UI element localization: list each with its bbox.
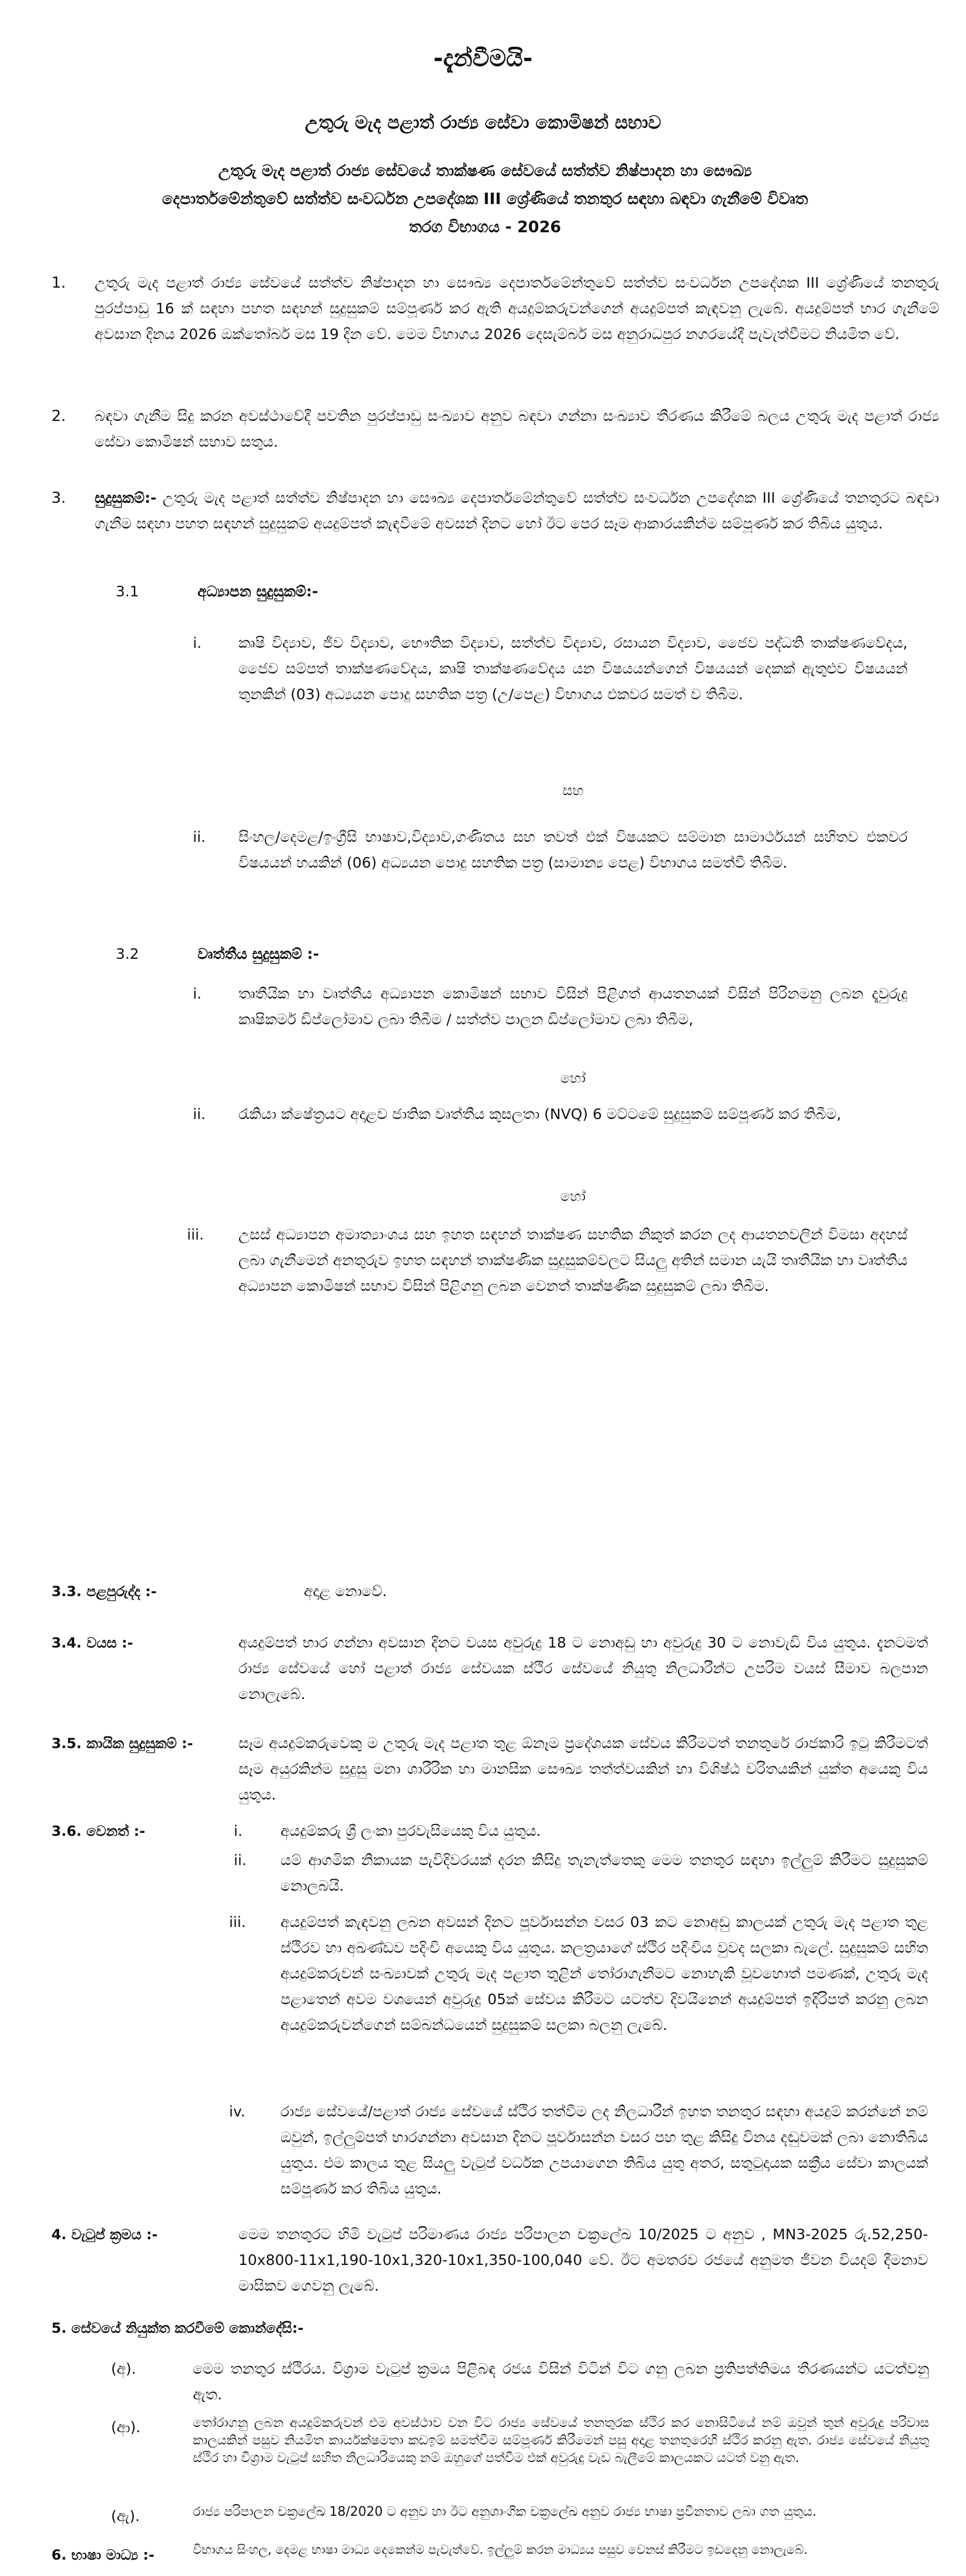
item-3-2-i-text: තෘතීයික හා වෘත්තීය අධ්‍යාපන කොමිෂන් සභාව විසින් පිළිගත් ආයතනයක් විසින් පිරිනමනු ලබන දෑවුරුදු කෘෂිකර්ම ඩිප්ලෝමාව ලබා තිබීම / සත්ත්ව පාලන ඩිප්ලෝමාව ලබා තිබීම, bbox=[238, 985, 908, 1028]
item-3-2-ii-text: රැකියා ක්ෂේත්‍රයට අදාළව ජාතික වෘත්තීය කුසලතා (NVQ) 6 මට්ටමේ සුදුසුකම් සම්පූර්ණ කර තිබීම, bbox=[238, 1106, 842, 1123]
item-3-6-iv-text: රාජ්‍ය සේවයේ/පළාත් රාජ්‍ය සේවයේ ස්ථිර තත්වීම ලද නිලධාරීන් ඉහත තනතුර සඳහා අයදුම් කරන්නේ නම් ඔවුන්, ඉල්ලුම්පත් භාරගන්නා අවසාන දිනට පූර්වාසන්න වසර පහ තුළ කිසිදු විනය දඬුවමක් ලබා නොතිබිය යුතුය. එම කාලය තුළ සියලු වැටුප් වර්ධක උපයාගෙන තිබිය යුතු අතර, සතුටුදායක සක්‍රීය සේවා කාලයක් සම්පූර්ණ කර තිබිය යුතුය. bbox=[281, 2103, 928, 2197]
connector-or-2: හෝ bbox=[560, 1188, 586, 1204]
item-3-1-i-text: කෘෂි විද්‍යාව, ජීව විද්‍යාව, භෞතික විද්‍යාව, සත්ත්ව විද්‍යාව, රසායන විද්‍යාව, ජෛව පද්ධති තාක්ෂණවේදය, ජෛව සම්පත් තාක්ෂණවේදය, කෘෂි තාක්ෂණවේදය යන විෂයයන්ගෙන් විෂයයන් දෙකක් ඇතුළුව විෂයයන් තුනකින් (03) අධ්‍යයන පොදු සහතික පත්‍ර (උ/පෙළ) විභාගය එකවර සමත් ව තිබීම. bbox=[238, 634, 908, 703]
item-3-6-ii-text: යම් ආගමික නිකායක පැවිදිවරයක් දරන කිසිදු තැනැත්තෙකු මෙම තනතුර සඳහා ඉල්ලුම් කිරීමට සුදුසුකම් නොලබයි. bbox=[281, 1852, 928, 1894]
item-3-2-ii-number: ii. bbox=[193, 1106, 206, 1123]
board-name: උතුරු මැද පළාත් රාජ්‍ය සේවා කොමිෂන් සභාව bbox=[304, 112, 662, 133]
item-5-c-number: (ඇ). bbox=[111, 2508, 140, 2525]
subsection-3-4-label: 3.4. වයස :- bbox=[51, 1635, 133, 1651]
section-2-text: බඳවා ගැනීම සිදු කරන අවස්ථාවේදී පවතින පුරප්පාඩු සංඛ්‍යාව අනුව බඳවා ගන්නා සංඛ්‍යාව තීරණය කිරීමේ බලය උතුරු මැද පළාත් රාජ්‍ය සේවා කොමිෂන් සභාව සතුය. bbox=[95, 408, 939, 450]
item-3-1-i-number: i. bbox=[193, 634, 202, 651]
item-3-2-iii-text: උසස් අධ්‍යාපන අමාත්‍යාංශය සහ ඉහත සඳහන් තාක්ෂණ සහතික නිකුත් කරන ලද ආයතනවලින් විමසා අදහස් ලබා ගැනීමෙන් අනතුරුව ඉහත සඳහන් තාක්ෂණික සුදුසුකම්වලට සියලු අතින් සමාන යැයි තෘතීයික හා වෘත්තීය අධ්‍යාපන කොමිෂන් සභාව විසින් පිළිගනු ලබන වෙනත් තාක්ෂණික සුදුසුකම් ලබා තිබීම. bbox=[238, 1226, 908, 1294]
item-3-1-ii-text: සිංහල/දෙමළ/ඉංග්‍රීසි භාෂාව,විද්‍යාව,ගණිතය සහ තවත් එක් විෂයකට සම්මාන සාමාර්ථයන් සහිතව එකවර විෂයයන් හයකින් (06) අධ්‍යයන පොදු සහතික පත්‍ර (සාමාන්‍ය පෙළ) විභාගය සමත්වී තිබීම. bbox=[238, 828, 908, 871]
item-5-b-number: (ආ). bbox=[111, 2419, 141, 2436]
section-6-label: 6. භාෂා මාධ්‍ය :- bbox=[51, 2547, 155, 2563]
item-3-6-ii-number: ii. bbox=[234, 1852, 247, 1869]
heading-line-1: උතුරු මැද පළාත් රාජ්‍ය සේවයේ තාක්ෂණ සේවයේ සත්ත්ව නිෂ්පාදන හා සෞඛ්‍ය bbox=[218, 162, 752, 180]
section-5-label: 5. සේවයේ නියුක්ත කරවීමේ කොන්දේසි:- bbox=[51, 2320, 304, 2336]
subsection-3-5-label: 3.5. කායික සුදුසුකම් :- bbox=[51, 1735, 193, 1752]
section-4-label: 4. වැටුප් ක්‍රමය :- bbox=[51, 2226, 158, 2243]
section-1-number: 1. bbox=[51, 274, 66, 292]
item-3-2-iii-number: iii. bbox=[187, 1226, 204, 1243]
item-3-1-ii-number: ii. bbox=[193, 828, 206, 845]
subsection-3-2-number: 3.2 bbox=[116, 945, 139, 962]
section-1-text: උතුරු මැද පළාත් රාජ්‍ය සේවයේ සත්ත්ව නිෂ්පාදන හා සෞඛ්‍ය දෙපාර්තමේන්තුවේ සත්ත්ව සංවර්ධන උපදේශක III ශ්‍රේණියේ තනතුරු පුරප්පාඩු 16 ක් සඳහා පහත සඳහන් සුදුසුකම් සම්පූර්ණ කර ඇති අයදුම්කරුවන්ගෙන් අයදුම්පත් කැඳවනු ලැබේ. අයදුම්පත් භාර ගැනීමේ අවසාන දිනය 2026 ඔක්තෝබර් මස 19 දින වේ. මෙම විභාගය 2026 දෙසැම්බර් මස අනුරාධපුර නගරයේදී පැවැත්වීමට නියමිත වේ. bbox=[95, 274, 939, 343]
subsection-3-1-label: අධ්‍යාපන සුදුසුකම්:- bbox=[198, 583, 318, 600]
connector-and: සහ bbox=[562, 782, 584, 799]
item-5-a-text: මෙම තනතුර ස්ථිරය. විශ්‍රාම වැටුප් ක්‍රමය පිළිබඳ රජය විසින් විටින් විට ගනු ලබන ප්‍රතිපත්තිමය තීරණයන්ට යටත්වනු ඇත. bbox=[193, 2360, 929, 2403]
section-4-text: මෙම තනතුරට හිමි වැටුප් පරිමාණය රාජ්‍ය පරිපාලන චක්‍රලේඛ 10/2025 ට අනුව , MN3-2025 රු.52,250-10x800-11x1,190-10x1,320-10x1,350-100,040 වේ. ඊට අමතරව රජයේ අනුමත ජීවන වියදම් දීමනාව මාසිකව ගෙවනු ලැබේ. bbox=[238, 2226, 928, 2294]
section-3-text bbox=[95, 485, 939, 537]
notice-title: -දැන්වීමයි- bbox=[433, 45, 533, 72]
subsection-3-3-label: 3.3. පළපුරුද්ද :- bbox=[51, 1583, 157, 1600]
item-5-b-text: තෝරාගනු ලබන අයදුම්කරුවන් එම අවස්ථාව වන විට රාජ්‍ය සේවයේ තනතුරක ස්ථිර කර නොසිටියේ නම් ඔවුන් තුන් අවුරුදු පරිවාස කාලයකින් පසුව නියමිත කාර්යක්ෂමතා කඩඉම් සමත්වීම සම්පූර්ණ කිරීමෙන් පසු අදාළ තනතුරෙහි ස්ථිර කරනු ඇත. රාජ්‍ය සේවයේ නියුතු ස්ථිර හා විශ්‍රාම වැටුප් සහිත නිලධාරියෙකු නම් ඔහුගේ පත්වීම එක් අවුරුදු වැඩ බැලීමේ කාලයකට යටත් වනු ඇත. bbox=[193, 2416, 929, 2465]
subsection-3-4-text: අයදුම්පත් භාර ගන්නා අවසාන දිනට වයස අවුරුදු 18 ට නොඅඩු හා අවුරුදු 30 ට නොවැඩි විය යුතුය. දැනටමත් රාජ්‍ය සේවයේ හෝ පළාත් රාජ්‍ය සේවයක ස්ථිර සේවයේ නියුතු නිලධාරීන්ට උපරිම වයස් සීමාව බලපාන නොලැබේ. bbox=[238, 1634, 928, 1703]
subsection-3-1-number: 3.1 bbox=[116, 583, 139, 600]
item-5-c-text: රාජ්‍ය පරිපාලන චක්‍රලේඛ 18/2020 ට අනුව හා ඊට අනුශාංගික චක්‍රලේඛ අනුව රාජ්‍ය භාෂා ප්‍රවීනතාව ලබා ගත යුතුය. bbox=[193, 2505, 817, 2519]
item-3-6-i-text: අයදුම්කරු ශ්‍රී ලංකා පුරවැසියෙකු විය යුතුය. bbox=[281, 1822, 541, 1839]
subsection-3-5-text: සෑම අයදුම්කරුවෙකු ම උතුරු මැද පළාත තුළ ඕනෑම ප්‍රදේශයක සේවය කිරීමටත් තනතුරේ රාජකාරි ඉටු කිරීමටත් සෑම අයුරකින්ම සුදුසු මනා ශාරීරික හා මානසික සෞඛ්‍ය තත්ත්වයකින් හා විශිෂ්ඨ චරිතයකින් යුක්ත අයෙකු විය යුතුය. bbox=[238, 1735, 928, 1803]
section-3-label: සුදුසුකම්:- bbox=[95, 489, 157, 506]
item-5-a-number: (අ). bbox=[111, 2360, 136, 2377]
section-6-text: විභාගය සිංහල, දෙමළ භාෂා මාධ්‍ය දෙකෙන්ම පැවැත්වේ. ඉල්ලුම් කරන මාධ්‍යය පසුව වෙනස් කිරීමට ඉඩදෙනු නොලැබේ. bbox=[193, 2543, 808, 2557]
subsection-3-2-label: වෘත්තීය සුදුසුකම් :- bbox=[198, 945, 319, 962]
section-3-number: 3. bbox=[51, 489, 66, 507]
connector-or-1: හෝ bbox=[560, 1070, 586, 1086]
item-3-6-i-number: i. bbox=[234, 1822, 243, 1839]
item-3-6-iii-text: අයදුම්පත් කැඳවනු ලබන අවසන් දිනට පූර්වාසන්න වසර 03 කට නොඅඩු කාලයක් උතුරු මැද පළාත තුළ ස්ථිරව හා අඛණ්ඩව පදිංචි අයෙකු විය යුතුය. කලත්‍රයාගේ ස්ථිර පදිංචිය වුවද සලකා බැලේ. සුදුසුකම් සහිත අයදුම්කරුවන් සංඛ්‍යාවක් උතුරු මැද පළාත තුළින් තෝරාගැනීමට නොහැකි වූවහොත් පමණක්, උතුරු මැද පළාතෙන් අවම වශයෙන් අවුරුදු 05ක් සේවය කිරීමට යටත්ව දිවයිනෙන් අයදුම්පත් ඉදිරිපත් කරනු ලබන අයදුම්කරුවන්ගෙන් සම්බන්ධයෙන් සුදුසුකම් සලකා බලනු ලැබේ. bbox=[281, 1914, 928, 2033]
section-3-body: උතුරු මැද පළාත් සත්ත්ව නිෂ්පාදන හා සෞඛ්‍ය දෙපාර්තමේන්තුවේ සත්ත්ව සංවර්ධන උපදේශක III ශ්‍රේණියේ තනතුරට බඳවා ගැනීම සඳහා පහත සඳහන් සුදුසුකම් අයදුම්පත් කැඳවීමේ අවසන් දිනට හෝ ඊට පෙර සෑම ආකාරයකින්ම සම්පූර්ණ කර තිබිය යුතුය. bbox=[95, 489, 939, 532]
item-3-6-iii-number: iii. bbox=[229, 1914, 246, 1931]
item-3-2-i-number: i. bbox=[193, 985, 202, 1002]
item-3-6-iv-number: iv. bbox=[229, 2103, 245, 2120]
subsection-3-6-label: 3.6. වෙනත් :- bbox=[51, 1823, 146, 1839]
heading-line-3: තරග විභාගය - 2026 bbox=[408, 218, 562, 236]
subsection-3-3-text: අදාළ නොවේ. bbox=[304, 1583, 387, 1600]
section-2-number: 2. bbox=[51, 408, 66, 425]
heading-line-2: දෙපාර්තමේන්තුවේ සත්ත්ව සංවර්ධන උපදේශක III ශ්‍රේණියේ තනතුර සඳහා බඳවා ගැනීමේ විවෘත bbox=[162, 190, 808, 208]
